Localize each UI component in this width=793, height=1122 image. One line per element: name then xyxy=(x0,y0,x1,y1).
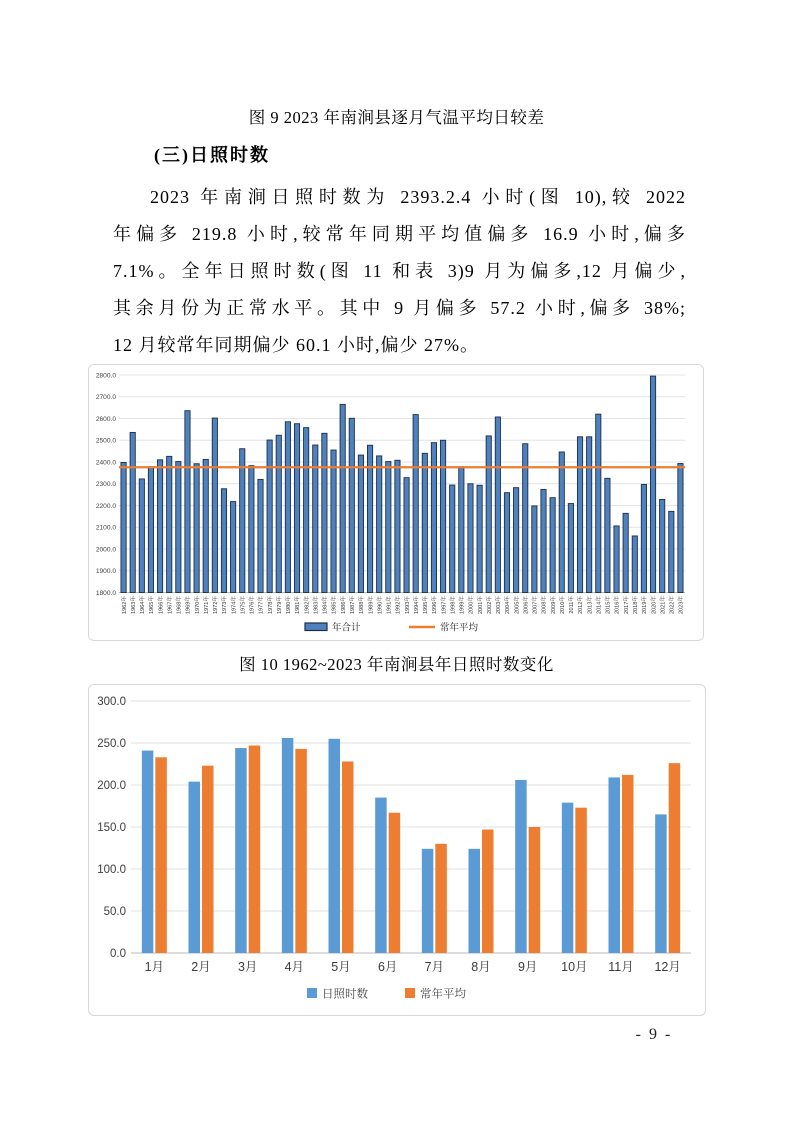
svg-text:300.0: 300.0 xyxy=(97,696,126,708)
page-number: - 9 - xyxy=(635,1026,673,1043)
year-label: 1963年 xyxy=(130,596,137,615)
bar xyxy=(203,459,208,592)
bar xyxy=(221,489,226,593)
year-label: 2023年 xyxy=(678,596,685,615)
bar-normal xyxy=(669,763,681,953)
svg-text:2400.0: 2400.0 xyxy=(95,459,116,467)
legend-label: 日照时数 xyxy=(322,988,368,1001)
bar-sunshine xyxy=(329,739,341,953)
bar-sunshine xyxy=(142,751,154,953)
bar xyxy=(358,455,363,592)
bar-normal xyxy=(155,757,167,953)
bar-sunshine xyxy=(515,780,527,953)
bar xyxy=(185,411,190,593)
year-label: 1982年 xyxy=(304,596,311,615)
year-label: 2008年 xyxy=(541,596,548,615)
year-label: 1973年 xyxy=(222,596,229,615)
svg-text:2300.0: 2300.0 xyxy=(95,481,116,489)
bar xyxy=(212,418,217,592)
bar xyxy=(577,437,582,593)
year-label: 2011年 xyxy=(569,596,576,614)
annual-sunshine-chart-svg xyxy=(89,365,703,640)
bar xyxy=(669,511,674,592)
svg-text:50.0: 50.0 xyxy=(103,906,126,918)
bar xyxy=(139,479,144,593)
year-label: 1991年 xyxy=(386,596,393,615)
bar-sunshine xyxy=(422,849,434,953)
year-label: 1969年 xyxy=(185,596,192,615)
bar xyxy=(523,444,528,593)
year-label: 1962年 xyxy=(121,596,128,615)
year-label: 1977年 xyxy=(258,596,265,615)
svg-text:0.0: 0.0 xyxy=(110,948,126,960)
year-label: 1997年 xyxy=(441,596,448,615)
year-label: 1989年 xyxy=(368,596,375,615)
paragraph-line: 7.1%。全年日照时数(图 11 和表 3)9 月为偏多,12 月偏少, xyxy=(113,261,686,281)
bar-sunshine xyxy=(282,738,294,953)
year-bars xyxy=(121,376,683,592)
bar xyxy=(660,499,665,592)
bar-normal xyxy=(435,844,447,953)
month-label: 6月 xyxy=(377,960,398,974)
bar xyxy=(258,479,263,592)
month-label: 4月 xyxy=(284,960,305,974)
year-label: 1993年 xyxy=(404,596,411,615)
figure10-caption: 图 10 1962~2023 年南涧县年日照时数变化 xyxy=(239,655,554,674)
bar xyxy=(495,417,500,593)
year-label: 1965年 xyxy=(149,596,156,615)
year-label: 2018年 xyxy=(632,596,639,615)
year-label: 1984年 xyxy=(322,596,329,615)
bar xyxy=(468,484,473,593)
year-label: 1985年 xyxy=(331,596,338,615)
svg-text:2100.0: 2100.0 xyxy=(95,524,116,532)
year-label: 2017年 xyxy=(623,596,630,615)
y-axis-labels xyxy=(96,372,117,597)
bar-sunshine xyxy=(469,849,481,953)
year-label: 1981年 xyxy=(295,596,302,615)
svg-text:2200.0: 2200.0 xyxy=(95,502,116,510)
legend-label: 常年平均 xyxy=(420,988,466,1001)
bar xyxy=(377,456,382,593)
year-label: 2015年 xyxy=(605,596,612,615)
year-label: 1971年 xyxy=(203,596,210,615)
month-label: 11月 xyxy=(608,960,634,974)
year-label: 2009年 xyxy=(550,596,557,615)
bar xyxy=(568,504,573,593)
monthly-sunshine-chart-svg xyxy=(89,685,705,1015)
year-label: 1990年 xyxy=(377,596,384,615)
year-label: 1975年 xyxy=(240,596,247,615)
year-label: 1979年 xyxy=(276,596,283,615)
bar-sunshine xyxy=(655,814,667,953)
year-label: 2022年 xyxy=(669,596,676,615)
bar xyxy=(231,502,236,593)
bar xyxy=(532,506,537,593)
bar xyxy=(504,493,509,593)
svg-text:1900.0: 1900.0 xyxy=(95,568,116,576)
legend-label: 常年平均 xyxy=(440,622,479,634)
bar xyxy=(459,467,464,593)
year-label: 2002年 xyxy=(486,596,493,615)
svg-text:200.0: 200.0 xyxy=(97,780,126,792)
bar xyxy=(641,484,646,592)
year-label: 2003年 xyxy=(496,596,503,615)
bar-normal xyxy=(249,746,260,953)
year-label: 2006年 xyxy=(523,596,530,615)
monthly-sunshine-chart xyxy=(88,684,706,1016)
year-label: 1995年 xyxy=(423,596,430,615)
bar xyxy=(413,415,418,593)
bar xyxy=(678,464,683,593)
year-label: 1964年 xyxy=(140,596,147,615)
month-label: 3月 xyxy=(237,960,258,974)
bar xyxy=(486,436,491,593)
paragraph-line: 12 月较常年同期偏少 60.1 小时,偏少 27%。 xyxy=(113,335,479,355)
bar-normal xyxy=(575,808,587,953)
bar-sunshine xyxy=(609,777,621,953)
gridlines xyxy=(131,701,691,953)
section-heading: (三)日照时数 xyxy=(154,145,270,165)
bar xyxy=(148,467,153,593)
year-label: 1972年 xyxy=(213,596,220,615)
svg-text:150.0: 150.0 xyxy=(97,822,126,834)
bar xyxy=(587,437,592,593)
bar xyxy=(276,435,281,592)
bar xyxy=(340,404,345,592)
paragraph-line: 其余月份为正常水平。其中 9 月偏多 57.2 小时,偏多 38%; xyxy=(113,298,686,318)
bar-sunshine xyxy=(562,803,574,953)
year-label: 1986年 xyxy=(340,596,347,615)
bar xyxy=(395,460,400,592)
bar xyxy=(249,466,254,593)
svg-text:100.0: 100.0 xyxy=(97,864,126,876)
svg-text:2000.0: 2000.0 xyxy=(95,546,116,554)
bar xyxy=(331,450,336,592)
bar xyxy=(440,440,445,592)
bar xyxy=(322,433,327,592)
bar xyxy=(194,464,199,593)
bar-normal xyxy=(529,827,541,953)
year-label: 2007年 xyxy=(532,596,539,615)
year-label: 1983年 xyxy=(313,596,320,615)
bar xyxy=(240,449,245,593)
bar-normal xyxy=(389,813,401,953)
bar xyxy=(167,456,172,592)
year-label: 2013年 xyxy=(587,596,594,615)
y-axis-labels xyxy=(97,696,126,960)
bar-normal xyxy=(342,761,354,953)
year-label: 1966年 xyxy=(158,596,165,615)
annual-sunshine-chart xyxy=(88,364,704,641)
legend xyxy=(305,622,479,634)
bar-normal xyxy=(622,775,634,953)
legend-label: 年合计 xyxy=(332,622,361,634)
month-label: 9月 xyxy=(517,960,538,974)
bar xyxy=(514,488,519,593)
year-label: 2000年 xyxy=(468,596,475,615)
bar xyxy=(450,485,455,592)
legend-bar-swatch xyxy=(305,623,327,631)
bar xyxy=(541,489,546,592)
year-label: 1998年 xyxy=(450,596,457,615)
year-label: 1987年 xyxy=(349,596,356,615)
bar xyxy=(605,478,610,592)
bar xyxy=(559,452,564,593)
year-label: 1978年 xyxy=(267,596,274,615)
year-label: 2004年 xyxy=(505,596,512,615)
bar xyxy=(176,462,181,593)
year-label: 1980年 xyxy=(286,596,293,615)
year-label: 2005年 xyxy=(514,596,521,615)
year-label: 2016年 xyxy=(614,596,621,615)
bar xyxy=(404,478,409,593)
year-label: 1968年 xyxy=(176,596,183,615)
bar xyxy=(422,453,427,592)
bar xyxy=(650,376,655,592)
year-label: 2019年 xyxy=(642,596,649,615)
month-label: 8月 xyxy=(471,960,491,974)
paragraph-line: 2023 年南涧日照时数为 2393.2.4 小时(图 10),较 2022 xyxy=(150,187,686,207)
year-label: 2020年 xyxy=(651,596,658,615)
year-label: 1996年 xyxy=(432,596,439,615)
svg-text:2800.0: 2800.0 xyxy=(95,372,116,380)
year-label: 2012年 xyxy=(578,596,585,615)
year-label: 1974年 xyxy=(231,596,238,615)
bar-normal xyxy=(482,830,494,953)
x-axis-labels xyxy=(145,960,681,974)
month-label: 5月 xyxy=(331,960,351,974)
year-label: 2021年 xyxy=(660,596,667,615)
bar xyxy=(157,460,162,593)
year-label: 2001年 xyxy=(477,596,484,615)
svg-text:2700.0: 2700.0 xyxy=(95,394,116,402)
bar-sunshine xyxy=(235,748,247,953)
bar xyxy=(304,428,309,593)
bar xyxy=(596,414,601,592)
year-label: 1992年 xyxy=(395,596,402,615)
bar-sunshine xyxy=(189,782,201,953)
legend-square xyxy=(405,988,415,998)
year-label: 1970年 xyxy=(194,596,201,615)
legend-square xyxy=(307,988,317,998)
month-label: 1月 xyxy=(144,960,165,974)
legend xyxy=(307,987,466,1001)
year-label: 1988年 xyxy=(359,596,366,615)
bar xyxy=(267,440,272,592)
month-label: 10月 xyxy=(561,960,588,974)
bar xyxy=(632,536,637,593)
year-label: 2014年 xyxy=(596,596,603,615)
bar-normal xyxy=(202,766,214,953)
bar xyxy=(550,498,555,593)
bar xyxy=(121,462,126,592)
bar-sunshine xyxy=(375,798,387,953)
svg-text:2600.0: 2600.0 xyxy=(95,415,116,423)
bar xyxy=(349,418,354,592)
bar xyxy=(130,432,135,592)
svg-text:2500.0: 2500.0 xyxy=(95,437,116,445)
month-bars xyxy=(142,738,680,953)
bar xyxy=(285,422,290,593)
year-label: 1976年 xyxy=(249,596,256,615)
paragraph-line: 年偏多 219.8 小时,较常年同期平均值偏多 16.9 小时,偏多 xyxy=(113,224,686,244)
bar xyxy=(614,526,619,593)
bar xyxy=(431,443,436,593)
bar-normal xyxy=(295,749,307,953)
year-label: 1999年 xyxy=(459,596,466,615)
bar xyxy=(623,513,628,592)
year-label: 1967年 xyxy=(167,596,174,615)
month-label: 12月 xyxy=(654,960,681,974)
bar xyxy=(477,485,482,592)
bar xyxy=(294,424,299,593)
figure9-caption: 图 9 2023 年南涧县逐月气温平均日较差 xyxy=(248,108,545,127)
x-axis-labels xyxy=(120,596,685,614)
year-label: 2010年 xyxy=(559,596,566,615)
month-label: 2月 xyxy=(191,960,211,974)
bar xyxy=(386,462,391,593)
month-label: 7月 xyxy=(424,960,445,974)
year-label: 1994年 xyxy=(413,596,420,615)
svg-text:1800.0: 1800.0 xyxy=(95,589,116,597)
svg-text:250.0: 250.0 xyxy=(97,738,126,750)
